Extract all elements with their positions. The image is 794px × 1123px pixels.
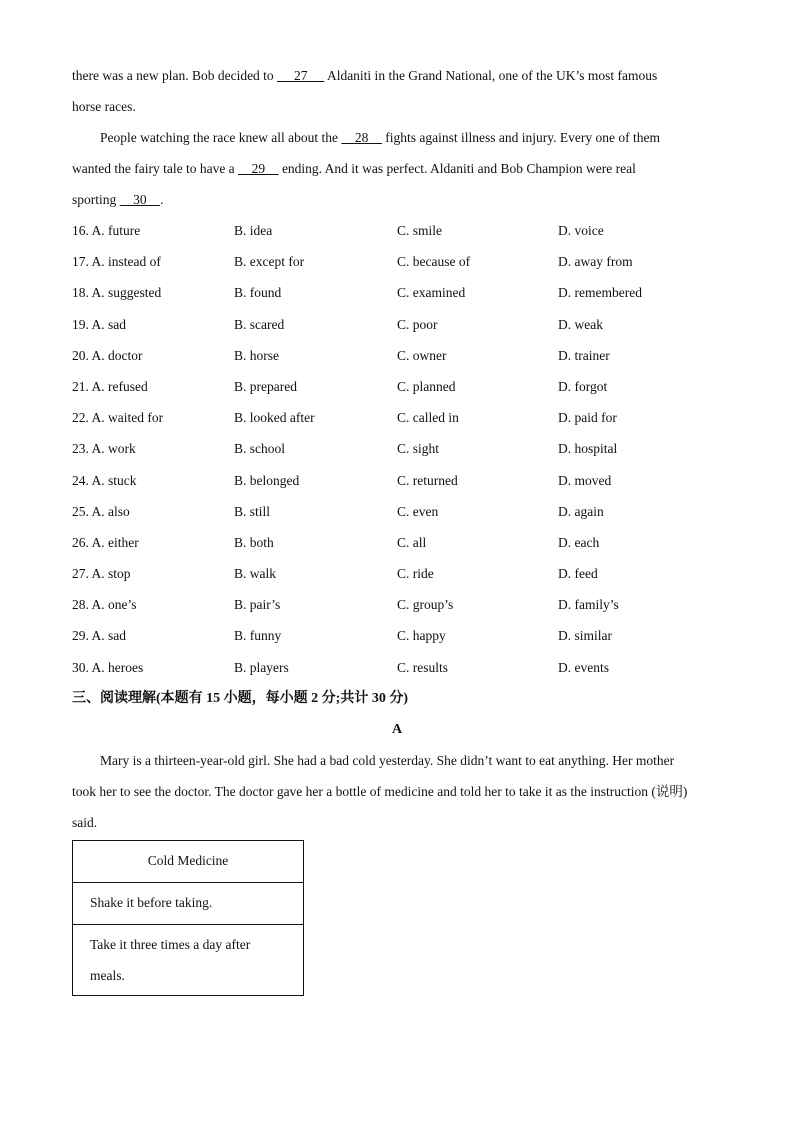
passage-label: A [391,721,403,737]
option-c: C. results [397,659,449,675]
option-b: B. idea [234,223,273,238]
passage-text: there was a new plan. Bob decided to [72,68,278,83]
option-a: 25. A. also [72,503,130,519]
option-a: 30. A. heroes [72,659,144,675]
option-row [72,620,722,651]
table-row: Shake it before taking. [73,882,304,924]
option-a: 19. A. sad [72,316,126,332]
option-a: 23. A. work [72,441,136,457]
option-d: D. similar [558,628,612,644]
option-row [72,215,722,246]
option-row [72,277,722,308]
option-row [72,558,722,589]
passage-text: Aldaniti in the Grand National, one of the UK’s most famous [324,68,658,83]
passage-text: fights against illness and injury. Every one of them [381,130,660,145]
document-page [72,60,722,996]
reading-line: took her to see the doctor. The doctor gave her a bottle of medicine and told her to take it as the instruction (说明) [72,783,688,799]
option-row [72,402,722,433]
option-a: 28. A. one’s [72,597,137,613]
option-c: C. poor [397,316,438,332]
option-b: B. scared [234,316,285,332]
option-row [72,309,722,340]
option-a: 22. A. waited for [72,410,164,426]
option-d: D. feed [558,566,598,582]
option-c: C. owner [397,347,447,363]
option-row [72,433,722,464]
option-d: D. forgot [558,378,608,394]
passage-text: ending. And it was perfect. Aldaniti and Bob Champion were real [278,161,636,176]
option-row [72,496,722,527]
table-row: Take it three times a day after meals. [73,924,304,995]
option-b: B. both [234,534,274,550]
option-b: B. funny [234,628,282,644]
passage-text: People watching the race knew all about the [100,130,342,145]
option-d: D. hospital [558,441,618,457]
option-b: B. pair’s [234,597,281,613]
table-header: Cold Medicine [73,840,304,882]
option-d: D. weak [558,316,603,332]
option-b: B. school [234,441,286,457]
option-a: 21. A. refused [72,378,148,394]
passage-line [72,60,722,91]
option-a: 20. A. doctor [72,347,143,363]
option-b: B. prepared [234,378,297,394]
option-d: D. trainer [558,347,610,363]
reading-line: Mary is a thirteen-year-old girl. She had a bad cold yesterday. She didn’t want to eat anything. Her mother [100,752,675,768]
option-c: C. all [397,534,427,550]
option-b: B. still [234,503,271,519]
option-d: D. each [558,534,600,550]
option-b: B. looked after [234,410,315,426]
option-row [72,465,722,496]
option-c: C. smile [397,223,443,238]
option-a: 17. A. instead of [72,254,161,270]
option-a: 26. A. either [72,534,139,550]
medicine-instruction-table [72,840,304,996]
option-row [72,340,722,371]
option-b: B. players [234,659,289,675]
passage-text: . [160,192,164,207]
blank-30: 30 [133,192,147,207]
option-d: D. moved [558,472,612,488]
passage-text: sporting [72,192,120,207]
option-a: 24. A. stuck [72,472,137,488]
option-b: B. except for [234,254,305,270]
option-c: C. because of [397,254,471,270]
option-b: B. belonged [234,472,300,488]
passage-text: wanted the fairy tale to have a [72,161,239,176]
blank-29: 29 [251,161,266,176]
option-row [72,589,722,620]
option-a: 18. A. suggested [72,285,162,301]
passage-line [72,184,722,215]
option-c: C. ride [397,566,434,582]
option-c: C. called in [397,410,459,426]
option-d: D. away from [558,254,633,270]
option-b: B. horse [234,347,279,363]
option-d: D. voice [558,223,604,238]
option-c: C. returned [397,472,458,488]
options-list [72,215,722,683]
passage-line [72,153,722,184]
option-a: 27. A. stop [72,566,131,582]
section-title: 三、阅读理解(本题有 15 小题，每小题 2 分;共计 30 分) [72,690,408,706]
option-row [72,371,722,402]
reading-line: said. [72,814,98,830]
option-b: B. walk [234,566,276,582]
blank-28: 28 [354,130,369,145]
option-row [72,527,722,558]
option-c: C. happy [397,628,446,644]
option-d: D. paid for [558,410,617,426]
option-b: B. found [234,285,282,301]
blank-27: 27 [293,68,308,83]
option-d: D. events [558,659,609,675]
option-c: C. planned [397,378,456,394]
passage-line: horse races. [72,99,136,114]
passage-line [72,122,722,153]
option-row [72,246,722,277]
option-a: 16. A. future [72,223,141,238]
option-a: 29. A. sad [72,628,126,644]
option-d: D. family’s [558,597,619,613]
option-c: C. even [397,503,439,519]
option-c: C. sight [397,441,440,457]
option-d: D. again [558,503,604,519]
option-c: C. examined [397,285,466,301]
option-c: C. group’s [397,597,454,613]
option-d: D. remembered [558,285,642,301]
option-row [72,652,722,683]
